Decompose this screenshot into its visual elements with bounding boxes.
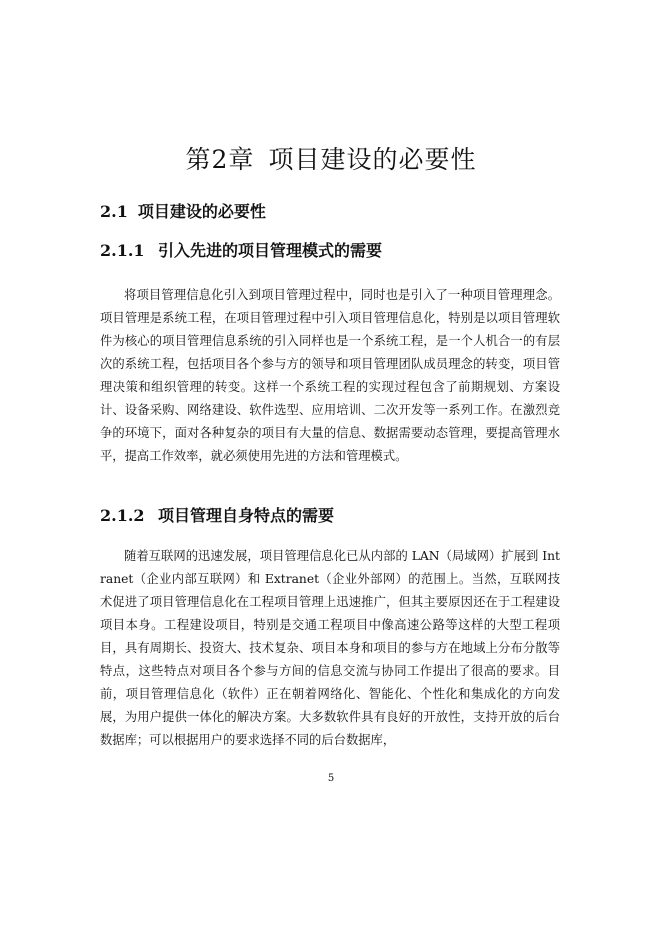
subsection-number-1: 2.1.1: [100, 241, 145, 260]
section-heading: [100, 199, 266, 222]
subsection-title-1: 引入先进的项目管理模式的需要: [158, 241, 383, 260]
section-title: 项目建设的必要性: [137, 202, 266, 221]
page-number: 5: [327, 773, 335, 784]
chapter-number: 第2章: [185, 145, 255, 174]
paragraph-1: 将项目管理信息化引入到项目管理过程中，同时也是引入了一种项目管理理念。项目管理是系统工程，在项目管理过程中引入项目管理信息化，特别是以项目管理软件为核心的项目管理信息系统的引入同样也是一个系统工程，是一个人机合一的有层次的系统工程，包括项目各个参与方的领导和项目管理团队成员理念的转变，项目管理决策和组织管理的转变。这样一个系统工程的实现过程包含了前期规划、方案设计、设备采购、网络建设、软件选型、应用培训、二次开发等一系列工作。在激烈竞争的环境下，面对各种复杂的项目有大量的信息、数据需要动态管理，要提高管理水平，提高工作效率，就必须使用先进的方法和管理模式。: [100, 288, 560, 463]
chapter-title-text: 项目建设的必要性: [268, 145, 477, 174]
section-number: 2.1: [100, 202, 128, 221]
subsection-heading-2: [100, 503, 334, 526]
chapter-title: [0, 140, 662, 176]
paragraph-2: 随着互联网的迅速发展，项目管理信息化已从内部的 LAN（局域网）扩展到 Intranet（企业内部互联网）和 Extranet（企业外部网）的范围上。当然，互联网技术促进了项目管理信息化在工程项目管理上迅速推广，但其主要原因还在于工程建设项目本身。工程建设项目，特别是交通工程项目中像高速公路等这样的大型工程项目，具有周期长、投资大、技术复杂、项目本身和项目的参与方在地域上分布分散等特点，这些特点对项目各个参与方间的信息交流与协同工作提出了很高的要求。目前，项目管理信息化（软件）正在朝着网络化、智能化、个性化和集成化的方向发展，为用户提供一体化的解决方案。大多数软件具有良好的开放性，支持开放的后台数据库；可以根据用户的要求选择不同的后台数据库，: [100, 549, 560, 747]
subsection-number-2: 2.1.2: [100, 506, 145, 525]
subsection-title-2: 项目管理自身特点的需要: [158, 506, 335, 525]
subsection-heading-1: [100, 238, 382, 261]
